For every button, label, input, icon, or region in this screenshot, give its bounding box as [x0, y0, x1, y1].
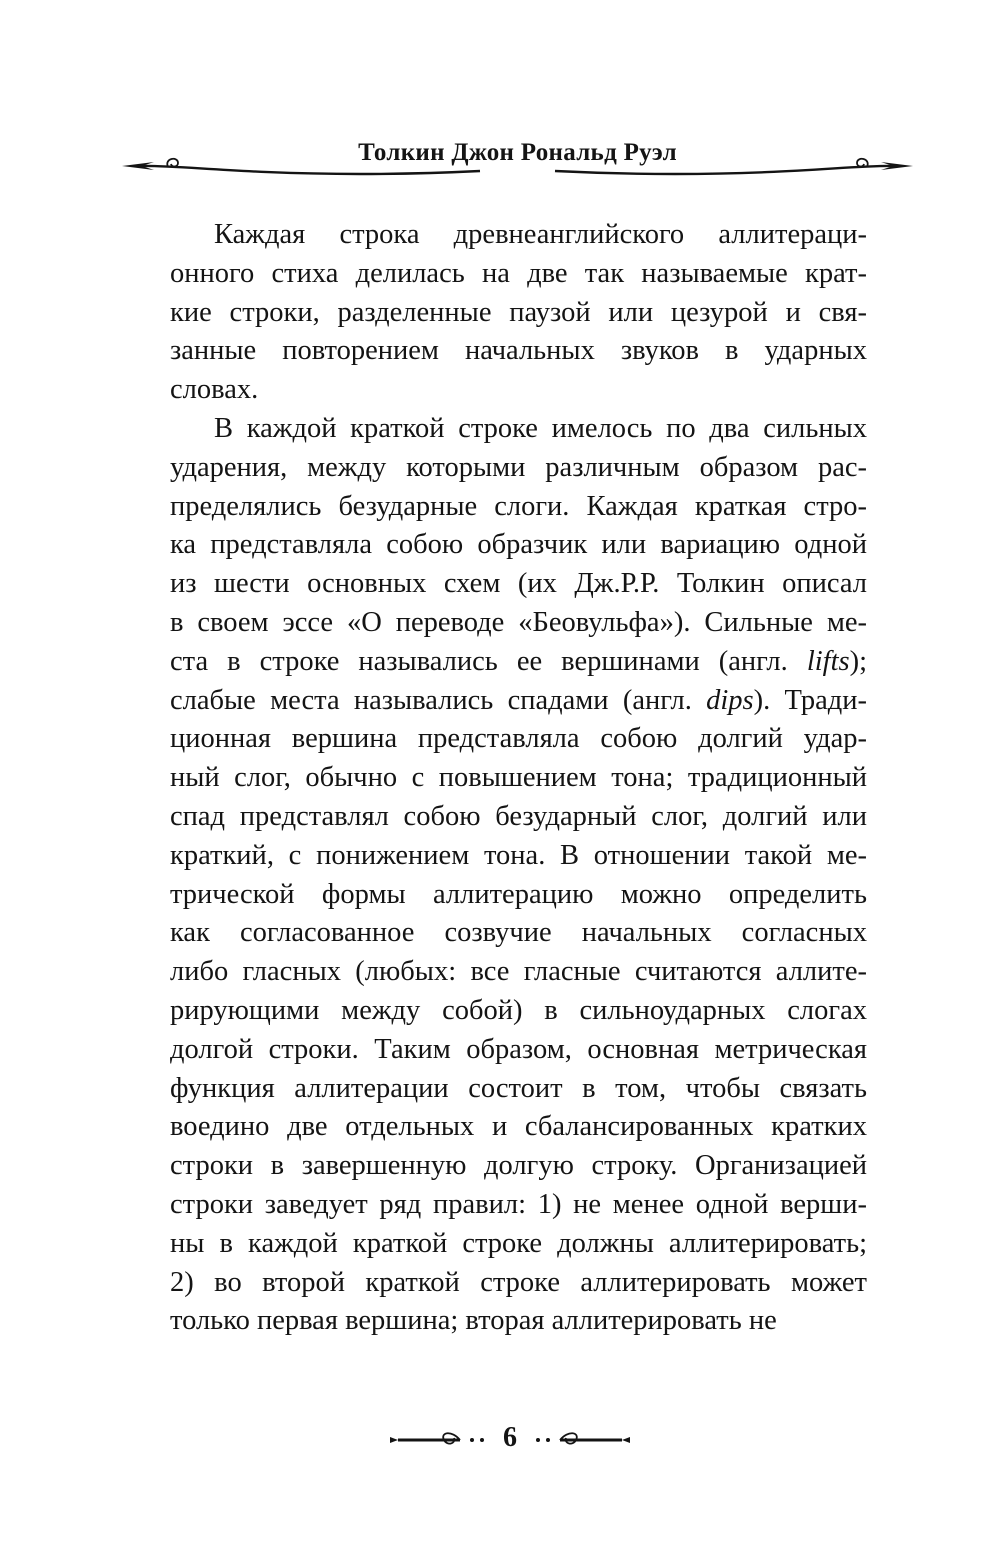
- running-title: Толкин Джон Рональд Руэл: [358, 139, 677, 166]
- text-line: [170, 643, 867, 682]
- text-line: только первая вершина; вторая аллитерировать не: [170, 1305, 777, 1337]
- text-line: из шести основных схем (их Дж.Р.Р. Толкин описал: [170, 568, 867, 600]
- text-line: воедино две отдельных и сбалансированных кратких: [170, 1111, 867, 1143]
- text-line-part: слабые места назывались спадами (англ.: [170, 684, 707, 716]
- text-line: ционная вершина представляла собою долгий удар-: [170, 723, 867, 755]
- text-line-part: ). Тради-: [753, 684, 867, 716]
- italic-term: dips: [706, 684, 754, 716]
- text-line: В каждой краткой строке имелось по два сильных: [214, 412, 867, 444]
- text-line: трической формы аллитерацию можно определить: [170, 878, 867, 910]
- text-line: словах.: [170, 374, 259, 406]
- text-line-part: );: [849, 645, 867, 677]
- text-line: ударения, между которыми различным образом рас-: [170, 451, 867, 483]
- text-line: в своем эссе «О переводе «Беовульфа»). Сильные ме-: [170, 606, 867, 638]
- text-line: функция аллитерации состоит в том, чтобы связать: [170, 1072, 867, 1104]
- text-line: 2) во второй краткой строке аллитерировать может: [170, 1266, 867, 1298]
- text-line-part: ста в строке назывались ее вершинами (англ.: [170, 645, 807, 677]
- text-line: ный слог, обычно с повышением тона; традиционный: [170, 762, 867, 794]
- text-line: краткий, с понижением тона. В отношении такой ме-: [170, 839, 867, 871]
- text-line: строки заведует ряд правил: 1) не менее одной верши-: [170, 1188, 867, 1220]
- page-footer: [390, 1420, 630, 1456]
- text-line: онного стиха делилась на две так называемые крат-: [170, 257, 867, 289]
- text-line: строки в завершенную долгую строку. Организацией: [170, 1150, 867, 1182]
- text-line: как согласованное созвучие начальных согласных: [170, 917, 867, 949]
- text-line: кие строки, разделенные паузой или цезурой и свя-: [170, 296, 867, 328]
- text-line: спад представлял собою безударный слог, долгий или: [170, 800, 867, 832]
- text-line: ка представляла собою образчик или вариацию одной: [170, 529, 867, 561]
- running-header: [120, 138, 915, 188]
- page-number: 6: [503, 1422, 517, 1453]
- text-line: долгой строки. Таким образом, основная метрическая: [170, 1033, 867, 1065]
- text-line: рирующими между собой) в сильноударных слогах: [170, 994, 867, 1026]
- text-line: занные повторением начальных звуков в ударных: [170, 335, 867, 367]
- text-line: либо гласных (любых: все гласные считаются аллите-: [170, 956, 867, 988]
- text-line: [170, 682, 867, 721]
- text-line: Каждая строка древнеанглийского аллитераци-: [214, 219, 867, 250]
- body-text: [170, 216, 867, 1341]
- text-line: ны в каждой краткой строке должны аллитерировать;: [170, 1227, 867, 1259]
- text-line: пределялись безударные слоги. Каждая краткая стро-: [170, 490, 867, 522]
- italic-term: lifts: [806, 645, 850, 677]
